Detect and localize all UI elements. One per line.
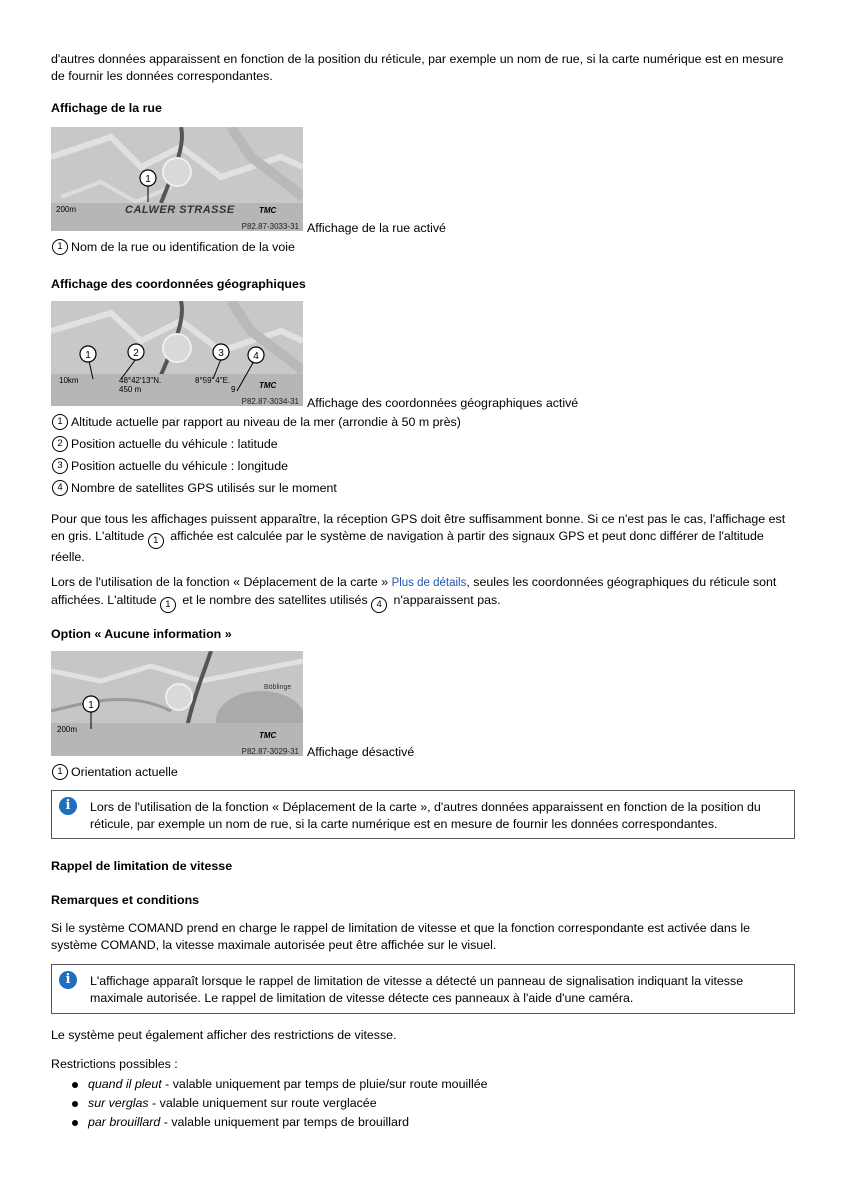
info-box xyxy=(51,964,795,1014)
image-reference: P82.87-3033-31 xyxy=(241,222,299,231)
bullet-icon xyxy=(72,1101,78,1107)
callout-number: 1 xyxy=(148,533,164,549)
heading-street-display: Affichage de la rue xyxy=(51,101,162,115)
satellites-value: 9 xyxy=(231,385,236,394)
place-label: Böblinge xyxy=(264,684,292,691)
legend-text: Nom de la rue ou identification de la voie xyxy=(71,239,295,254)
restrictions-paragraph: Le système peut également afficher des restrictions de vitesse. xyxy=(51,1028,397,1042)
street-name-label: CALWER STRASSE xyxy=(125,204,235,216)
heading-coordinates: Affichage des coordonnées géographiques xyxy=(51,277,306,291)
legend-text: Position actuelle du véhicule : longitude xyxy=(71,458,288,473)
legend-text: Nombre de satellites GPS utilisés sur le moment xyxy=(71,480,337,495)
legend-text: Position actuelle du véhicule : latitude xyxy=(71,436,278,451)
legend-item xyxy=(52,762,178,781)
tmc-logo: TMC xyxy=(259,381,277,390)
info-icon: i xyxy=(59,971,77,989)
legend-item xyxy=(52,412,461,431)
map-street-display xyxy=(51,127,303,231)
altitude-value: 450 m xyxy=(119,385,142,394)
info-text: Lors de l'utilisation de la fonction « Déplacement de la carte », d'autres données apparaissent en fonction de la position du réticule, par exemple un nom de rue, si la carte numérique est en mesure de fournir les données correspondantes. xyxy=(90,800,761,831)
caption-no-info: Affichage désactivé xyxy=(307,745,415,759)
svg-text:2: 2 xyxy=(133,348,139,359)
svg-text:1: 1 xyxy=(145,174,151,185)
map-coordinates-display xyxy=(51,301,303,406)
legend-item xyxy=(52,456,288,475)
bullet-icon xyxy=(72,1120,78,1126)
list-item: sur verglas - valable uniquement sur route verglacée xyxy=(72,1095,377,1112)
callout-number: 1 xyxy=(52,414,68,430)
map-move-paragraph: Lors de l'utilisation de la fonction « Déplacement de la carte » Plus de détails, seules les coordonnées géographiques du réticule sont affichées. L'altitude 1 et le nombre des satellites utilisés 4 n'apparaissent pas. xyxy=(51,574,796,613)
map-scale: 200m xyxy=(56,205,77,214)
legend-text: Orientation actuelle xyxy=(71,764,178,779)
map-no-info-display xyxy=(51,651,303,756)
callout-number: 1 xyxy=(52,239,68,255)
callout-number: 2 xyxy=(52,436,68,452)
more-details-link[interactable]: Plus de détails xyxy=(391,577,467,589)
caption-street: Affichage de la rue activé xyxy=(307,221,446,235)
svg-text:1: 1 xyxy=(85,350,91,361)
heading-no-info: Option « Aucune information » xyxy=(51,627,232,641)
callout-number: 1 xyxy=(52,764,68,780)
svg-text:1: 1 xyxy=(88,700,94,711)
info-text: L'affichage apparaît lorsque le rappel de limitation de vitesse a détecté un panneau de signalisation indiquant la vitesse maximale autorisée. Le rappel de limitation de vitesse détecte ces panneaux à l'aide d'une caméra. xyxy=(90,974,744,1005)
legend-item xyxy=(52,237,295,256)
image-reference: P82.87-3034-31 xyxy=(241,397,299,406)
map-scale: 200m xyxy=(57,725,78,734)
tmc-logo: TMC xyxy=(259,731,277,740)
callout-number: 3 xyxy=(52,458,68,474)
longitude-value: 8°59' 4"E. xyxy=(195,376,231,385)
legend-text: Altitude actuelle par rapport au niveau de la mer (arrondie à 50 m près) xyxy=(71,414,461,429)
info-box xyxy=(51,790,795,839)
map-scale: 10km xyxy=(59,376,79,385)
list-item: par brouillard - valable uniquement par temps de brouillard xyxy=(72,1114,409,1131)
legend-item xyxy=(52,478,337,497)
tmc-logo: TMC xyxy=(259,206,277,215)
intro-paragraph: d'autres données apparaissent en fonction de la position du réticule, par exemple un nom de rue, si la carte numérique est en mesure de fournir les données correspondantes. xyxy=(51,52,784,83)
caption-coordinates: Affichage des coordonnées géographiques activé xyxy=(307,396,579,410)
comand-paragraph: Si le système COMAND prend en charge le rappel de limitation de vitesse et que la fonction correspondante est activée dans le système COMAND, la vitesse maximale autorisée peut être affichée sur le visuel. xyxy=(51,921,751,952)
restrictions-label: Restrictions possibles : xyxy=(51,1057,178,1071)
callout-number: 1 xyxy=(160,597,176,613)
list-item: quand il pleut - valable uniquement par temps de pluie/sur route mouillée xyxy=(72,1076,488,1093)
callout-number: 4 xyxy=(52,480,68,496)
svg-text:3: 3 xyxy=(218,348,224,359)
callout-number: 4 xyxy=(371,597,387,613)
legend-item xyxy=(52,434,278,453)
info-icon: i xyxy=(59,797,77,815)
bullet-icon xyxy=(72,1082,78,1088)
svg-text:4: 4 xyxy=(253,351,259,362)
heading-remarks: Remarques et conditions xyxy=(51,893,200,907)
image-reference: P82.87-3029-31 xyxy=(241,747,299,756)
latitude-value: 48°42'13"N. xyxy=(119,376,162,385)
gps-paragraph: Pour que tous les affichages puissent apparaître, la réception GPS doit être suffisamment bonne. Si ce n'est pas le cas, l'affichage est en gris. L'altitude 1 affichée est calculée par le système de navigation à partir des signaux GPS et peut donc différer de l'altitude réelle. xyxy=(51,512,786,564)
heading-speed-limit: Rappel de limitation de vitesse xyxy=(51,859,233,873)
